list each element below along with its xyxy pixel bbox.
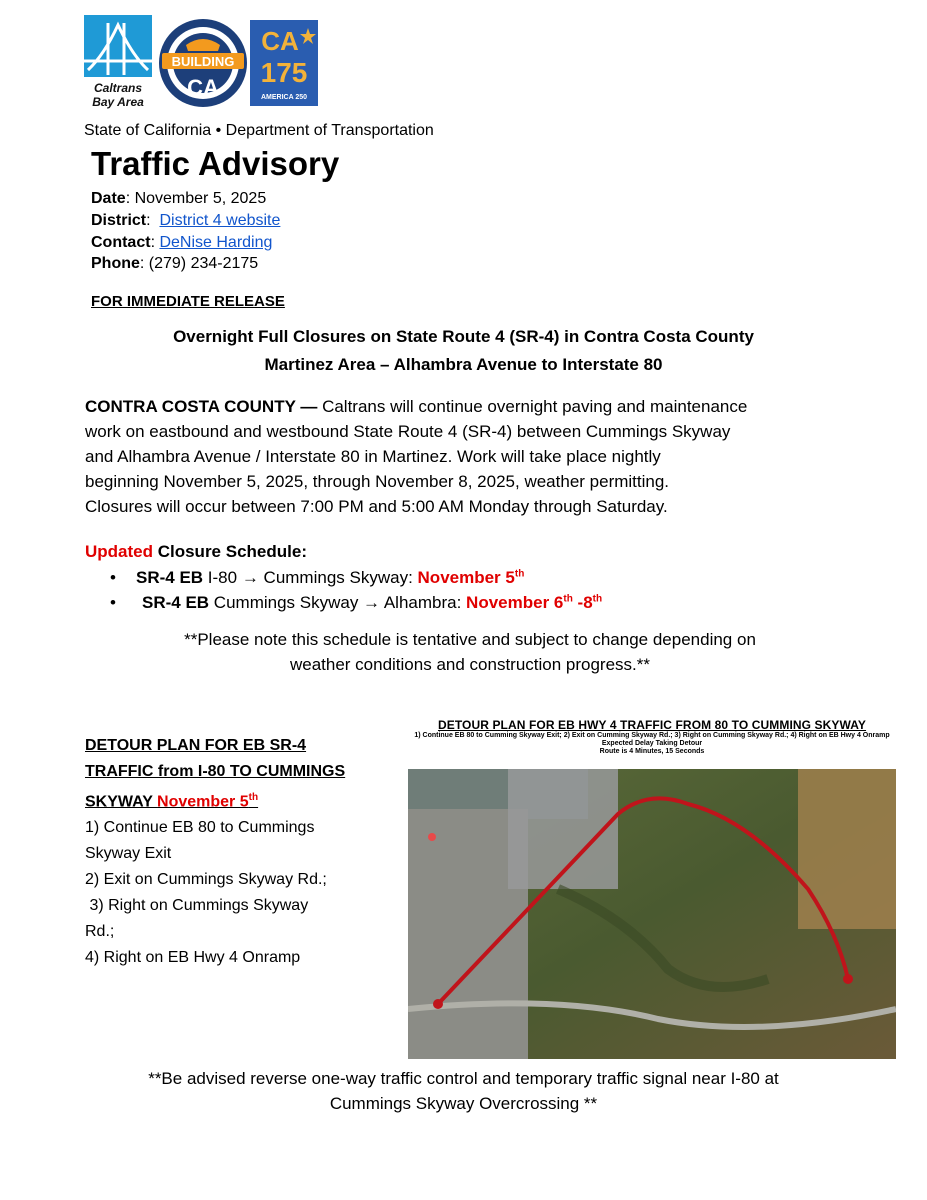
svg-text:Bay Area: Bay Area [92, 95, 144, 109]
district-website-link[interactable]: District 4 website [159, 212, 281, 229]
headline-line-1: Overnight Full Closures on State Route 4 (SR-4) in Contra Costa County [173, 327, 754, 346]
schedule-item: • SR-4 EB I-80 → Cummings Skyway: November 5th [110, 568, 525, 587]
detour-step: 4) Right on EB Hwy 4 Onramp [85, 949, 301, 967]
svg-text:CA: CA [187, 75, 219, 100]
contact-line: Contact: DeNise Harding [91, 234, 273, 251]
svg-text:175: 175 [260, 57, 308, 88]
contact-label: Contact [91, 234, 151, 251]
body-paragraph: CONTRA COSTA COUNTY — Caltrans will continue overnight paving and maintenance work on eastbound and westbound State Route 4 (SR-4) between Cummings Skyway and Alhambra Avenue / Interstate 80 in Martinez. Work will take place nightly beginning November 5, 2025, through November 8, 2025, weather permitting. Closures will occur between 7:00 PM and 5:00 AM Monday through Saturday. [85, 397, 748, 516]
map-title: DETOUR PLAN FOR EB HWY 4 TRAFFIC FROM 80 TO CUMMING SKYWAY [437, 718, 867, 732]
phone-value: : (279) 234-2175 [139, 255, 259, 272]
schedule-heading: Updated Closure Schedule: [85, 542, 307, 561]
svg-text:Caltrans: Caltrans [93, 81, 143, 95]
caltrans-bay-area-logo [84, 15, 152, 110]
detour-step: 3) Right on Cummings Skyway [85, 897, 309, 915]
ca175-logo [250, 20, 318, 106]
route-start-marker [433, 999, 443, 1009]
date-label: Date [91, 190, 126, 207]
contact-link[interactable]: DeNise Harding [159, 234, 273, 251]
map-pin-icon [428, 833, 436, 841]
route-end-marker [843, 974, 853, 984]
state-department-line: State of California • Department of Transportation [84, 122, 434, 139]
district-line: District: District 4 website [91, 212, 281, 229]
detour-instructions [85, 733, 385, 971]
detour-step: 2) Exit on Cummings Skyway Rd.; [85, 871, 327, 889]
map-header [408, 718, 896, 756]
detour-step: Skyway Exit [85, 845, 172, 863]
map-subtitle: 1) Continue EB 80 to Cumming Skyway Exit; 2) Exit on Cumming Skyway Rd.; 3) Right on Cumming Skyway Rd.; 4) Right on EB Hwy 4 Onramp [414, 732, 890, 739]
schedule-disclaimer: **Please note this schedule is tentative and subject to change depending on weather conditions and construction progress.** [184, 630, 756, 674]
headline-line-2: Martinez Area – Alhambra Avenue to Interstate 80 [264, 355, 663, 374]
building-ca-logo [158, 15, 248, 110]
page-title: Traffic Advisory [91, 145, 340, 182]
phone-label: Phone [91, 255, 140, 272]
detour-step: 1) Continue EB 80 to Cummings [85, 819, 315, 837]
detour-step: Rd.; [85, 923, 115, 941]
detour-title-3: SKYWAY November 5th [85, 792, 259, 811]
district-label: District [91, 212, 147, 229]
date-value: : November 5, 2025 [125, 190, 267, 207]
body-lead: CONTRA COSTA COUNTY — [85, 397, 318, 416]
phone-line [91, 253, 258, 275]
detour-title-2: TRAFFIC from I-80 TO CUMMINGS [85, 763, 346, 780]
schedule-item: • SR-4 EB Cummings Skyway → Alhambra: November 6th -8th [110, 593, 603, 612]
date-line [91, 188, 266, 210]
release-notice: FOR IMMEDIATE RELEASE [91, 293, 285, 310]
map-delay-1: Expected Delay Taking Detour [601, 740, 703, 747]
svg-text:AMERICA 250: AMERICA 250 [260, 94, 308, 101]
svg-text:BUILDING: BUILDING [171, 54, 235, 69]
svg-text:CA: CA [261, 26, 299, 56]
detour-map [408, 769, 896, 1059]
detour-title-1: DETOUR PLAN FOR EB SR-4 [85, 737, 307, 754]
footer-advisory: **Be advised reverse one-way traffic control and temporary traffic signal near I-80 at Cummings Skyway Overcrossing ** [148, 1069, 779, 1113]
map-dry-hills [798, 769, 896, 929]
map-delay-2: Route is 4 Minutes, 15 Seconds [599, 748, 705, 755]
